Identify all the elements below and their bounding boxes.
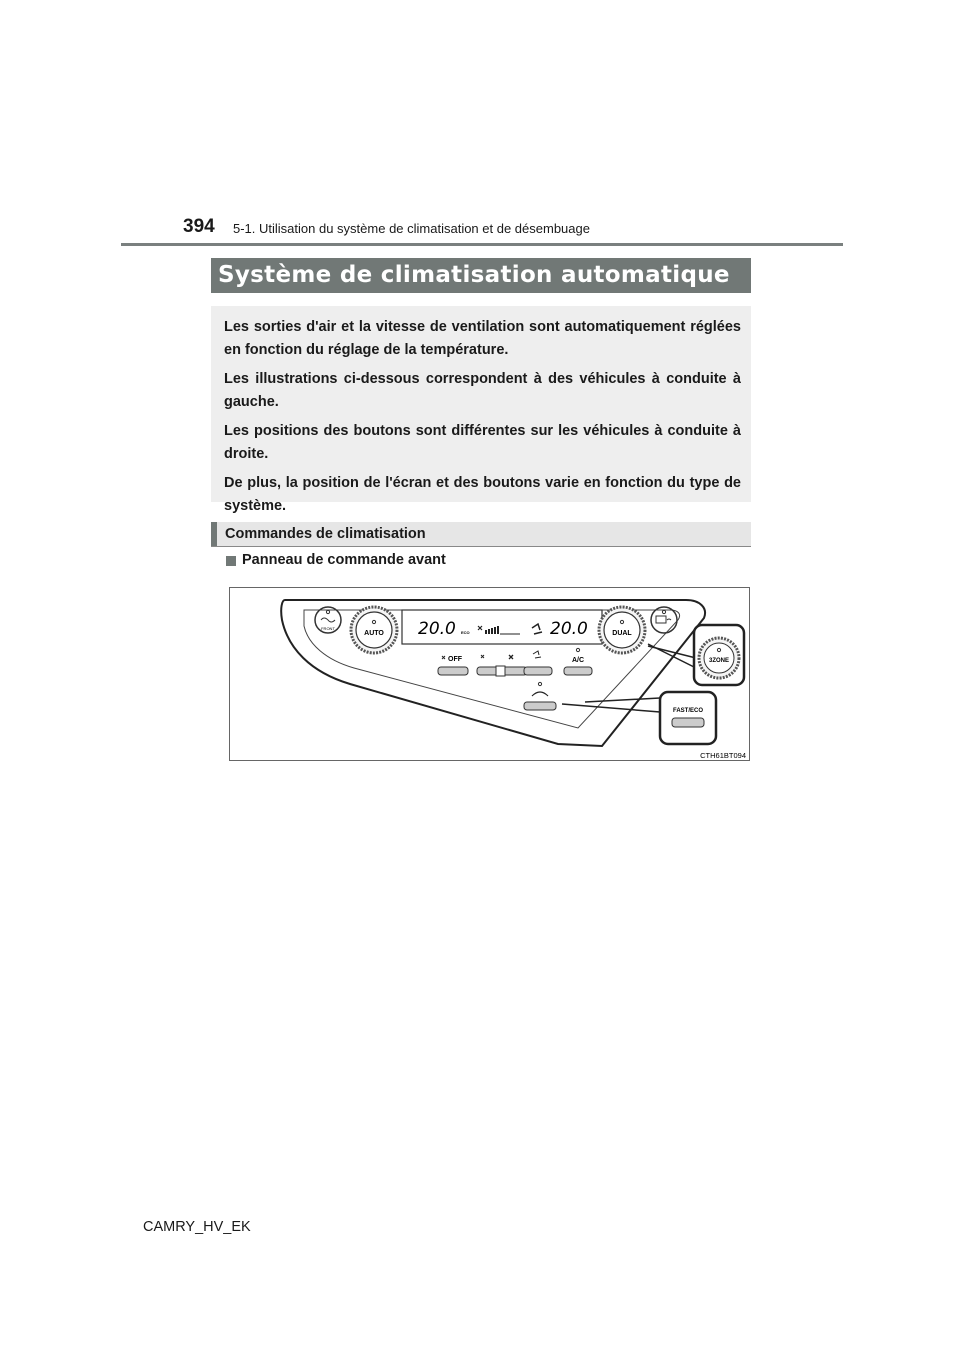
recirculation-switch	[524, 702, 556, 710]
ac-switch	[564, 667, 592, 675]
front-label: FRONT	[321, 626, 335, 631]
ac-label: A/C	[571, 657, 585, 664]
airflow-mode-icon	[532, 624, 542, 634]
subsection-accent	[211, 522, 217, 546]
fan-off-label: OFF	[448, 656, 462, 663]
fan-level-bar	[488, 629, 490, 634]
bullet-marker	[226, 556, 236, 566]
recirculation-icon	[532, 692, 548, 696]
fan-level-bar	[491, 628, 493, 634]
section-title: Système de climatisation automatique	[218, 262, 730, 288]
intro-box	[211, 306, 751, 514]
fan-icon	[442, 656, 445, 659]
indicator-light-icon	[326, 610, 329, 613]
running-header: 5-1. Utilisation du système de climatisation et de désembuage	[233, 221, 590, 236]
intro-paragraph: Les sorties d'air et la vitesse de ventilation sont automatiquement réglées en fonction du réglage de la température.	[224, 319, 741, 358]
rear-window-icon	[656, 616, 666, 623]
intro-paragraph: De plus, la position de l'écran et des boutons varie en fonction du type de système.	[224, 475, 741, 514]
left-temperature-readout: 20.0	[418, 619, 456, 639]
fan-level-bar	[494, 627, 496, 634]
airflow-mode-icon	[533, 651, 541, 658]
control-panel-illustration	[230, 588, 749, 760]
indicator-light-icon	[538, 682, 541, 685]
fast-eco-label: FAST/ECO	[672, 708, 704, 714]
auto-label: AUTO	[364, 630, 384, 637]
airflow-mode-switch	[524, 667, 552, 675]
fan-level-bar	[485, 630, 487, 634]
footer-model-code: CAMRY_HV_EK	[143, 1219, 251, 1235]
intro-paragraph: Les illustrations ci-dessous correspondent à des véhicules à conduite à gauche.	[224, 371, 741, 410]
indicator-light-icon	[576, 648, 579, 651]
fan-icon	[478, 626, 482, 630]
fan-speed-down-icon	[481, 655, 484, 658]
dual-label: DUAL	[612, 630, 632, 637]
page-number: 394	[183, 216, 215, 237]
header-divider	[121, 243, 843, 246]
rear-defog-wave-icon	[667, 619, 671, 620]
fan-level-bar	[497, 626, 499, 634]
fan-off-switch	[438, 667, 468, 675]
callout-line	[562, 704, 660, 712]
callout-line	[585, 698, 660, 702]
three-zone-label: 3ZONE	[708, 658, 730, 664]
subsection-title: Commandes de climatisation	[225, 526, 426, 542]
bullet-heading: Panneau de commande avant	[242, 552, 446, 568]
defrost-icon	[321, 618, 335, 622]
control-panel-figure	[229, 587, 750, 761]
intro-paragraph: Les positions des boutons sont différentes sur les véhicules à conduite à droite.	[224, 423, 741, 462]
figure-code: CTH61BT094	[700, 751, 746, 760]
right-temperature-readout: 20.0	[550, 619, 588, 639]
rear-defogger-button	[651, 607, 677, 633]
eco-indicator: ECO	[461, 630, 470, 635]
fan-speed-switch-center	[496, 666, 505, 676]
fast-eco-switch	[672, 718, 704, 727]
indicator-light-icon	[662, 610, 665, 613]
fan-speed-up-icon	[509, 655, 513, 659]
